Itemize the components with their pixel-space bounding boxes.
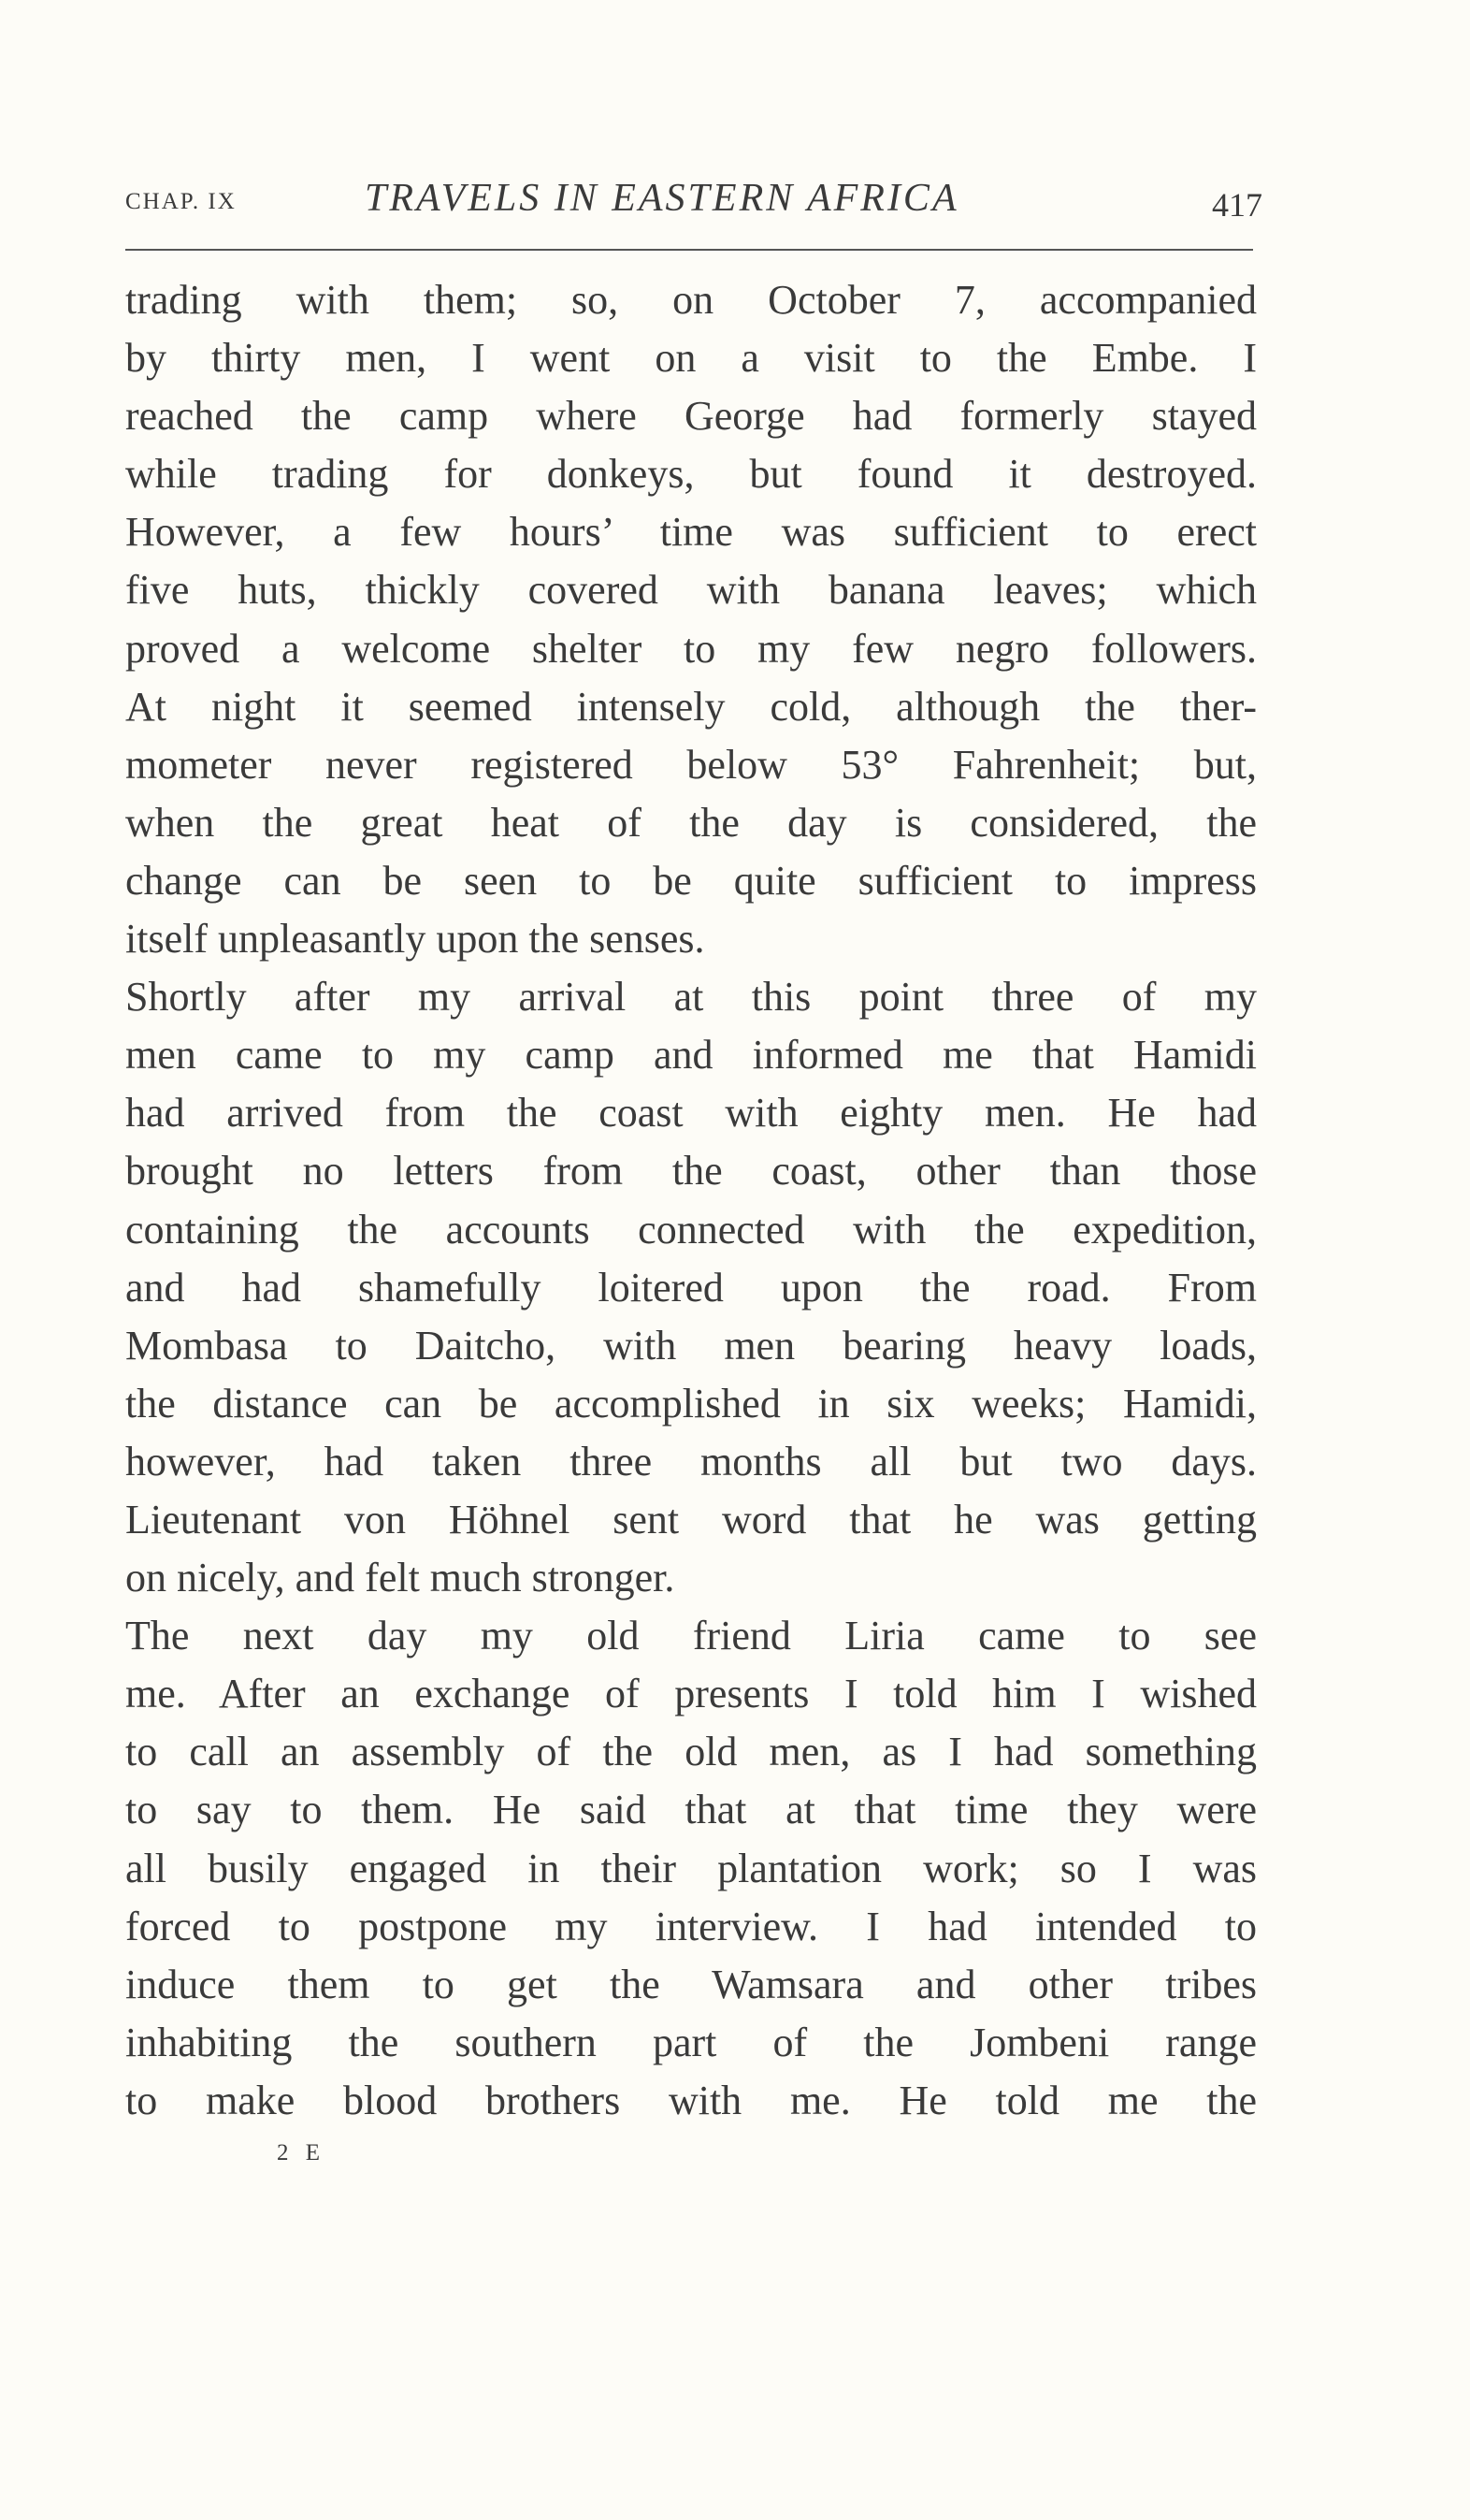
text-line: mometer never registered below 53° Fahrenheit; but, bbox=[125, 741, 1257, 788]
text-line: Lieutenant von Höhnel sent word that he was getting bbox=[125, 1496, 1257, 1542]
text-line: by thirty men, I went on a visit to the Embe. I bbox=[125, 335, 1257, 382]
text-line: me. After an exchange of presents I told him I wished bbox=[125, 1671, 1257, 1717]
text-line: trading with them; so, on October 7, accompanied bbox=[125, 277, 1257, 323]
header-rule bbox=[125, 249, 1253, 251]
text-line: induce them to get the Wamsara and other tribes bbox=[125, 1961, 1257, 2007]
text-line: five huts, thickly covered with banana leaves; which bbox=[125, 567, 1257, 614]
body-text bbox=[125, 271, 1257, 2130]
text-line: to call an assembly of the old men, as I had something bbox=[125, 1729, 1257, 1775]
text-line: while trading for donkeys, but found it destroyed. bbox=[125, 451, 1257, 498]
signature-mark: 2 E bbox=[277, 2140, 326, 2165]
text-line: to make blood brothers with me. He told me the bbox=[125, 2077, 1257, 2123]
text-line: change can be seen to be quite sufficient to impress bbox=[125, 857, 1257, 904]
text-line: all busily engaged in their plantation work; so I was bbox=[125, 1845, 1257, 1891]
text-line: forced to postpone my interview. I had intended to bbox=[125, 1903, 1257, 1949]
text-line: on nicely, and felt much stronger. bbox=[125, 1555, 675, 1601]
text-line: reached the camp where George had formerly stayed bbox=[125, 393, 1257, 440]
text-line: and had shamefully loitered upon the road. From bbox=[125, 1264, 1257, 1311]
text-line: the distance can be accomplished in six weeks; Hamidi, bbox=[125, 1380, 1257, 1427]
text-line: brought no letters from the coast, other than those bbox=[125, 1148, 1257, 1195]
running-head bbox=[125, 176, 1262, 232]
text-line: to say to them. He said that at that time they were bbox=[125, 1787, 1257, 1833]
text-line: proved a welcome shelter to my few negro followers. bbox=[125, 625, 1257, 672]
text-line: inhabiting the southern part of the Jombeni range bbox=[125, 2019, 1257, 2065]
text-line: containing the accounts connected with the expedition, bbox=[125, 1206, 1257, 1253]
running-title: TRAVELS IN EASTERN AFRICA bbox=[365, 177, 959, 220]
text-line: Mombasa to Daitcho, with men bearing heavy loads, bbox=[125, 1322, 1257, 1369]
text-line: Shortly after my arrival at this point three of my bbox=[125, 974, 1257, 1021]
text-line: The next day my old friend Liria came to see bbox=[125, 1613, 1257, 1659]
text-line: when the great heat of the day is considered, the bbox=[125, 799, 1257, 846]
text-line: men came to my camp and informed me that Hamidi bbox=[125, 1032, 1257, 1079]
chapter-label: CHAP. IX bbox=[125, 189, 237, 214]
page-number: 417 bbox=[1212, 186, 1262, 224]
text-line: however, had taken three months all but two days. bbox=[125, 1438, 1257, 1484]
text-line: had arrived from the coast with eighty men. He had bbox=[125, 1090, 1257, 1137]
text-line: However, a few hours’ time was sufficient to erect bbox=[125, 509, 1257, 556]
text-line: itself unpleasantly upon the senses. bbox=[125, 916, 705, 963]
text-line: At night it seemed intensely cold, although the ther- bbox=[125, 683, 1257, 730]
